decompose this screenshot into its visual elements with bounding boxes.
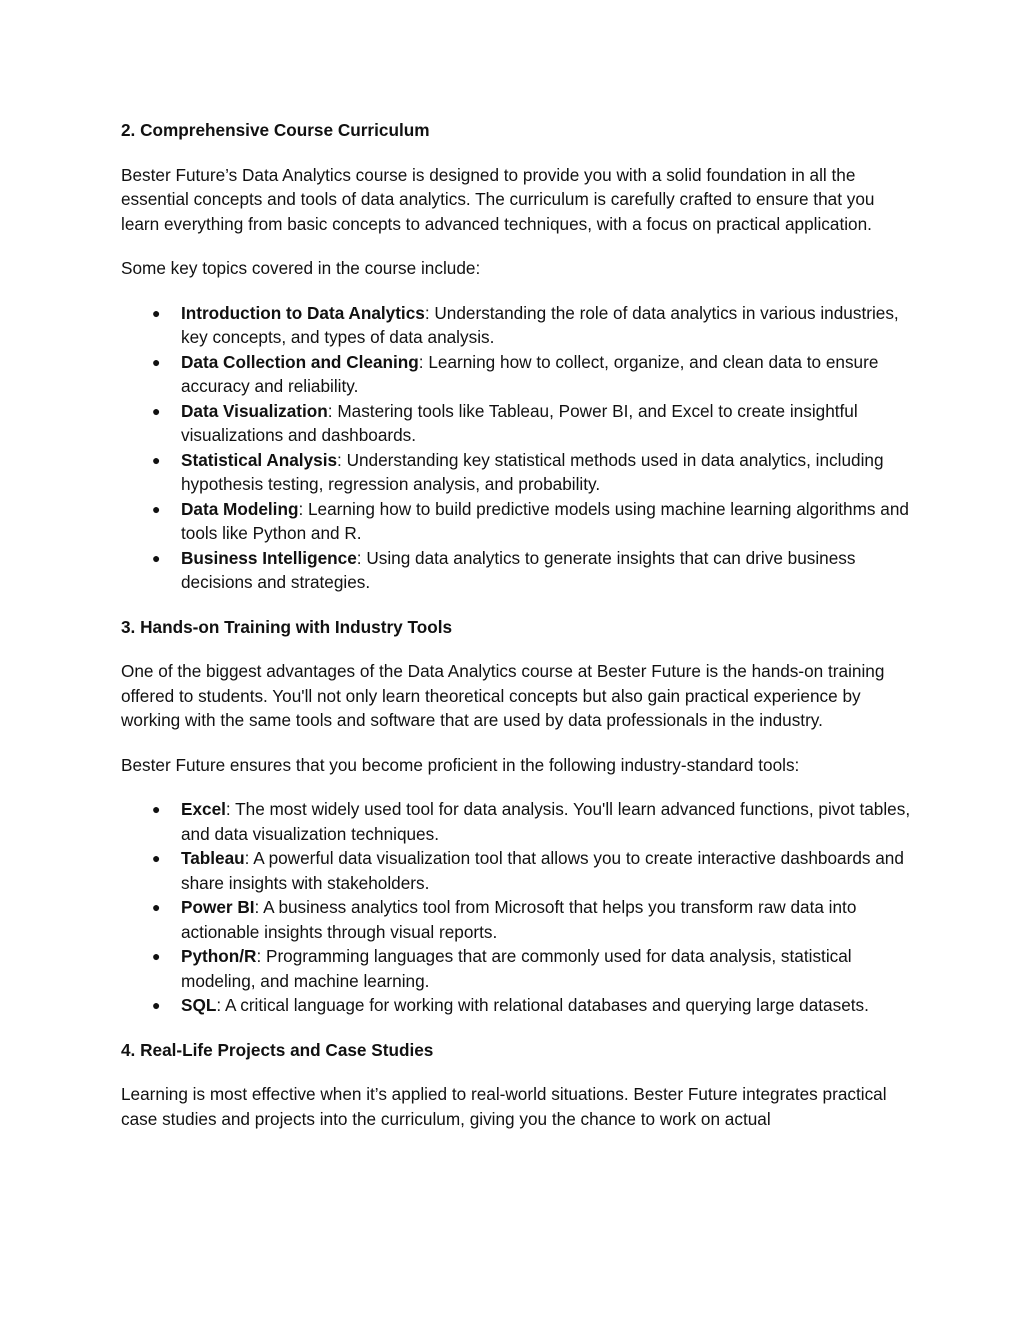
bullet-list xyxy=(121,797,911,1018)
bullet-icon: ● xyxy=(152,899,161,915)
section-heading: 4. Real-Life Projects and Case Studies xyxy=(121,1039,434,1060)
paragraph: Bester Future’s Data Analytics course is designed to provide you with a solid foundation in all the essential concepts and tools of data analytics. The curriculum is carefully crafted to ensure that you learn everything from basic concepts to advanced techniques, with a focus on practical application. xyxy=(121,164,875,234)
list-item xyxy=(121,448,911,497)
list-item xyxy=(121,350,911,399)
list-item xyxy=(121,944,911,993)
list-item-term: Excel xyxy=(181,799,226,819)
list-item-term: Introduction to Data Analytics xyxy=(181,302,425,323)
list-item xyxy=(121,497,911,546)
list-item-text: : The most widely used tool for data analysis. You'll learn advanced functions, pivot tables, and data visualization techniques. xyxy=(181,799,911,844)
list-item-term: Power BI xyxy=(181,897,255,917)
list-item-term: Tableau xyxy=(181,848,245,868)
bullet-icon: ● xyxy=(152,500,161,517)
list-item-term: Business Intelligence xyxy=(181,547,357,568)
paragraph: Some key topics covered in the course include: xyxy=(121,258,481,278)
list-item-text: : Using data analytics to generate insights that can drive business decisions and strategies. xyxy=(181,547,856,592)
paragraph: Learning is most effective when it’s applied to real-world situations. Bester Future integrates practical case studies and projects into the curriculum, giving you the chance to work on actual xyxy=(121,1084,887,1129)
bullet-icon: ● xyxy=(152,801,161,817)
bullet-icon: ● xyxy=(152,549,161,566)
bullet-icon: ● xyxy=(152,353,161,370)
section-heading: 3. Hands-on Training with Industry Tools xyxy=(121,616,453,637)
list-item-term: Data Collection and Cleaning xyxy=(181,351,419,372)
paragraph: Bester Future ensures that you become proficient in the following industry-standard tools: xyxy=(121,754,800,775)
list-item xyxy=(121,546,911,595)
bullet-icon: ● xyxy=(152,451,161,468)
bullet-icon: ● xyxy=(152,997,161,1013)
list-item-term: Data Visualization xyxy=(181,400,328,421)
list-item xyxy=(121,301,911,350)
list-item-text: : Mastering tools like Tableau, Power BI, and Excel to create insightful visualizations and dashboards. xyxy=(181,400,858,445)
bullet-icon: ● xyxy=(152,402,161,419)
bullet-icon: ● xyxy=(152,850,161,866)
bullet-icon: ● xyxy=(152,304,161,321)
list-item-term: Python/R xyxy=(181,946,257,966)
list-item xyxy=(121,399,911,448)
list-item-text: : Understanding key statistical methods used in data analytics, including hypothesis testing, regression analysis, and probability. xyxy=(181,449,884,494)
list-item-term: SQL xyxy=(181,995,217,1015)
list-item xyxy=(121,993,911,1018)
list-item-text: : A critical language for working with relational databases and querying large datasets. xyxy=(216,995,869,1015)
list-item-text: : Understanding the role of data analytics in various industries, key concepts, and types of data analysis. xyxy=(181,302,899,347)
list-item-text: : Learning how to collect, organize, and clean data to ensure accuracy and reliability. xyxy=(181,351,879,396)
list-item-text: : Programming languages that are commonly used for data analysis, statistical modeling, and machine learning. xyxy=(181,946,852,991)
bullet-list xyxy=(121,301,911,595)
paragraph: One of the biggest advantages of the Data Analytics course at Bester Future is the hands-on training offered to students. You'll not only learn theoretical concepts but also gain practical experience by working with the same tools and software that are used by data professionals in the industry. xyxy=(121,661,885,730)
list-item-term: Statistical Analysis xyxy=(181,449,338,470)
section-heading: 2. Comprehensive Course Curriculum xyxy=(121,120,430,140)
bullet-icon: ● xyxy=(152,948,161,964)
list-item-term: Data Modeling xyxy=(181,498,299,519)
list-item xyxy=(121,895,911,944)
list-item xyxy=(121,797,911,846)
document-page xyxy=(121,118,911,1131)
list-item xyxy=(121,846,911,895)
list-item-text: : A business analytics tool from Microsoft that helps you transform raw data into actionable insights through visual reports. xyxy=(181,897,857,942)
list-item-text: : Learning how to build predictive models using machine learning algorithms and tools like Python and R. xyxy=(181,498,909,543)
list-item-text: : A powerful data visualization tool that allows you to create interactive dashboards and share insights with stakeholders. xyxy=(181,848,904,893)
